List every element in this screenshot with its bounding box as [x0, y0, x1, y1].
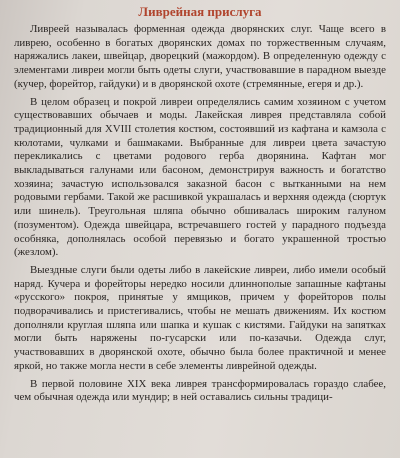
paragraph-3: Выездные слуги были одеты либо в лакейские ливреи, либо имели особый наряд. Кучера и форейторы нередко носили длиннополые запашные кафтаны «русского» покроя, принятые у ямщиков, причем у форейторов полы подворачивались и пристегивались, чтобы не мешать движениям. Их костюм дополняли круглая шляпа или шапка и кушак с кистями. Гайдуки на запятках могли быть наряжены по-гусарски или по-казачьи. Одежда слуг, участвовавших в дворянской охоте, обычно была более практичной и менее яркой, но также могла нести в себе элементы ливрейной одежды.: [14, 263, 386, 372]
paragraph-4: В первой половине XIX века ливрея трансформировалась гораздо слабее, чем обычная одежда или мундир; в ней оставались сильны традици-: [14, 377, 386, 404]
paragraph-1: Ливреей называлась форменная одежда дворянских слуг. Чаще всего в ливрею, особенно в богатых дворянских домах по торжественным случаям, наряжались лакеи, швейцар, дворецкий (мажордом). В определенную одежду с элементами ливреи могли быть одеты слуги, участвовавшие в парадном выезде (кучер, форейтор, гайдуки) и в дворянской охоте (стремянные, егеря и др.).: [14, 23, 386, 90]
section-title: Ливрейная прислуга: [138, 4, 262, 19]
paragraph-2: В целом образец и покрой ливреи определялись самим хозяином с учетом существовавших обычаев и моды. Лакейская ливрея представляла собой традиционный для XVIII столетия костюм, состоявший из кафтана и камзола с кюлотами, чулками и башмаками. Выбранные для ливреи цвета зачастую перекликались с цветами родового герба дворянина. Кафтан мог выкладываться галунами или басоном, демонстрируя важность и богатство хозяина; зачастую использовался заказной басон с вытканными на нем родовыми гербами. Такой же расшивкой украшалась и верхняя одежда (сюртук или шинель). Треугольная шляпа обычно обшивалась широким галуном (позументом). Одежда швейцара, встречавшего гостей у парадного подъезда особняка, дополнялась особой перевязью и богато украшенной тростью (жезлом).: [14, 95, 386, 259]
